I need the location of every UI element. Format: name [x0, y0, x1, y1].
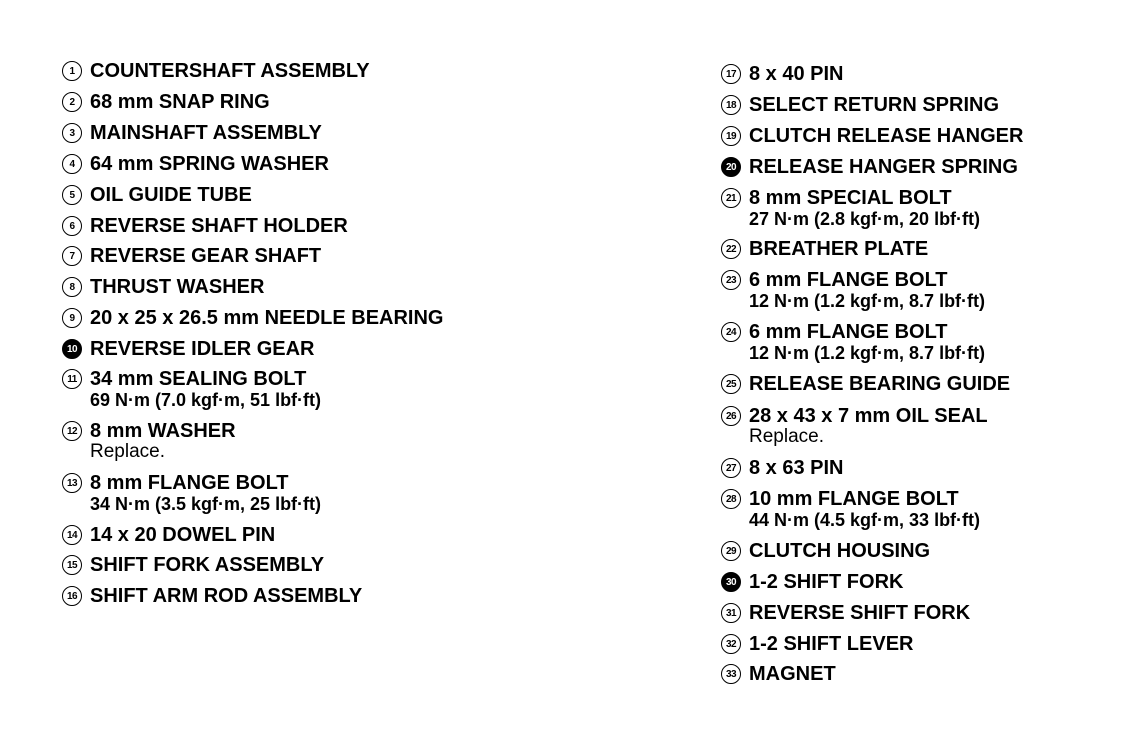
item-number-badge: 14: [62, 525, 82, 545]
part-name: CLUTCH HOUSING: [749, 540, 931, 562]
part-name: 1-2 SHIFT FORK: [749, 571, 904, 593]
item-number-badge: 18: [721, 95, 741, 115]
part-name: REVERSE SHIFT FORK: [749, 602, 971, 624]
part-name: THRUST WASHER: [90, 276, 265, 298]
part-name: MAINSHAFT ASSEMBLY: [90, 122, 322, 144]
item-number-badge: 23: [721, 270, 741, 290]
item-number-badge: 27: [721, 458, 741, 478]
item-number-badge: 5: [62, 185, 82, 205]
item-number-badge: 26: [721, 406, 741, 426]
item-number-badge: 8: [62, 277, 82, 297]
item-number-badge: 20: [721, 157, 741, 177]
part-name: SELECT RETURN SPRING: [749, 94, 1000, 116]
part-name: REVERSE SHAFT HOLDER: [90, 215, 348, 237]
part-note: Replace.: [749, 426, 824, 447]
part-name: 8 x 63 PIN: [749, 457, 844, 479]
part-name: 8 mm FLANGE BOLT: [90, 472, 289, 494]
item-number-badge: 10: [62, 339, 82, 359]
item-number-badge: 13: [62, 473, 82, 493]
part-name: SHIFT ARM ROD ASSEMBLY: [90, 585, 363, 607]
part-name: OIL GUIDE TUBE: [90, 184, 252, 206]
part-name: 8 mm SPECIAL BOLT: [749, 187, 952, 209]
item-number-badge: 22: [721, 239, 741, 259]
item-number-badge: 30: [721, 572, 741, 592]
item-number-badge: 4: [62, 154, 82, 174]
part-name: COUNTERSHAFT ASSEMBLY: [90, 60, 370, 82]
part-name: 6 mm FLANGE BOLT: [749, 269, 948, 291]
item-number-badge: 7: [62, 246, 82, 266]
part-name: REVERSE IDLER GEAR: [90, 338, 315, 360]
item-number-badge: 29: [721, 541, 741, 561]
item-number-badge: 21: [721, 188, 741, 208]
item-number-badge: 17: [721, 64, 741, 84]
part-name: 14 x 20 DOWEL PIN: [90, 524, 276, 546]
torque-spec: 34 N·m (3.5 kgf·m, 25 lbf·ft): [90, 494, 322, 514]
part-name: SHIFT FORK ASSEMBLY: [90, 554, 325, 576]
torque-spec: 27 N·m (2.8 kgf·m, 20 lbf·ft): [749, 209, 981, 229]
item-number-badge: 12: [62, 421, 82, 441]
item-number-badge: 1: [62, 61, 82, 81]
part-name: 34 mm SEALING BOLT: [90, 368, 307, 390]
item-number-badge: 19: [721, 126, 741, 146]
item-number-badge: 28: [721, 489, 741, 509]
item-number-badge: 32: [721, 634, 741, 654]
part-name: 28 x 43 x 7 mm OIL SEAL: [749, 405, 988, 427]
item-number-badge: 15: [62, 555, 82, 575]
part-name: 8 mm WASHER: [90, 420, 236, 442]
item-number-badge: 24: [721, 322, 741, 342]
part-name: 8 x 40 PIN: [749, 63, 844, 85]
part-name: 1-2 SHIFT LEVER: [749, 633, 914, 655]
torque-spec: 69 N·m (7.0 kgf·m, 51 lbf·ft): [90, 390, 322, 410]
part-name: 20 x 25 x 26.5 mm NEEDLE BEARING: [90, 307, 444, 329]
item-number-badge: 6: [62, 216, 82, 236]
part-name: REVERSE GEAR SHAFT: [90, 245, 322, 267]
torque-spec: 12 N·m (1.2 kgf·m, 8.7 lbf·ft): [749, 291, 986, 311]
item-number-badge: 3: [62, 123, 82, 143]
part-name: 68 mm SNAP RING: [90, 91, 270, 113]
item-number-badge: 33: [721, 664, 741, 684]
item-number-badge: 25: [721, 374, 741, 394]
item-number-badge: 9: [62, 308, 82, 328]
part-note: Replace.: [90, 441, 165, 462]
torque-spec: 44 N·m (4.5 kgf·m, 33 lbf·ft): [749, 510, 981, 530]
torque-spec: 12 N·m (1.2 kgf·m, 8.7 lbf·ft): [749, 343, 986, 363]
item-number-badge: 11: [62, 369, 82, 389]
item-number-badge: 2: [62, 92, 82, 112]
part-name: RELEASE BEARING GUIDE: [749, 373, 1011, 395]
part-name: 6 mm FLANGE BOLT: [749, 321, 948, 343]
part-name: 64 mm SPRING WASHER: [90, 153, 329, 175]
part-name: MAGNET: [749, 663, 836, 685]
item-number-badge: 31: [721, 603, 741, 623]
part-name: RELEASE HANGER SPRING: [749, 156, 1018, 178]
part-name: CLUTCH RELEASE HANGER: [749, 125, 1024, 147]
part-name: BREATHER PLATE: [749, 238, 929, 260]
part-name: 10 mm FLANGE BOLT: [749, 488, 959, 510]
item-number-badge: 16: [62, 586, 82, 606]
